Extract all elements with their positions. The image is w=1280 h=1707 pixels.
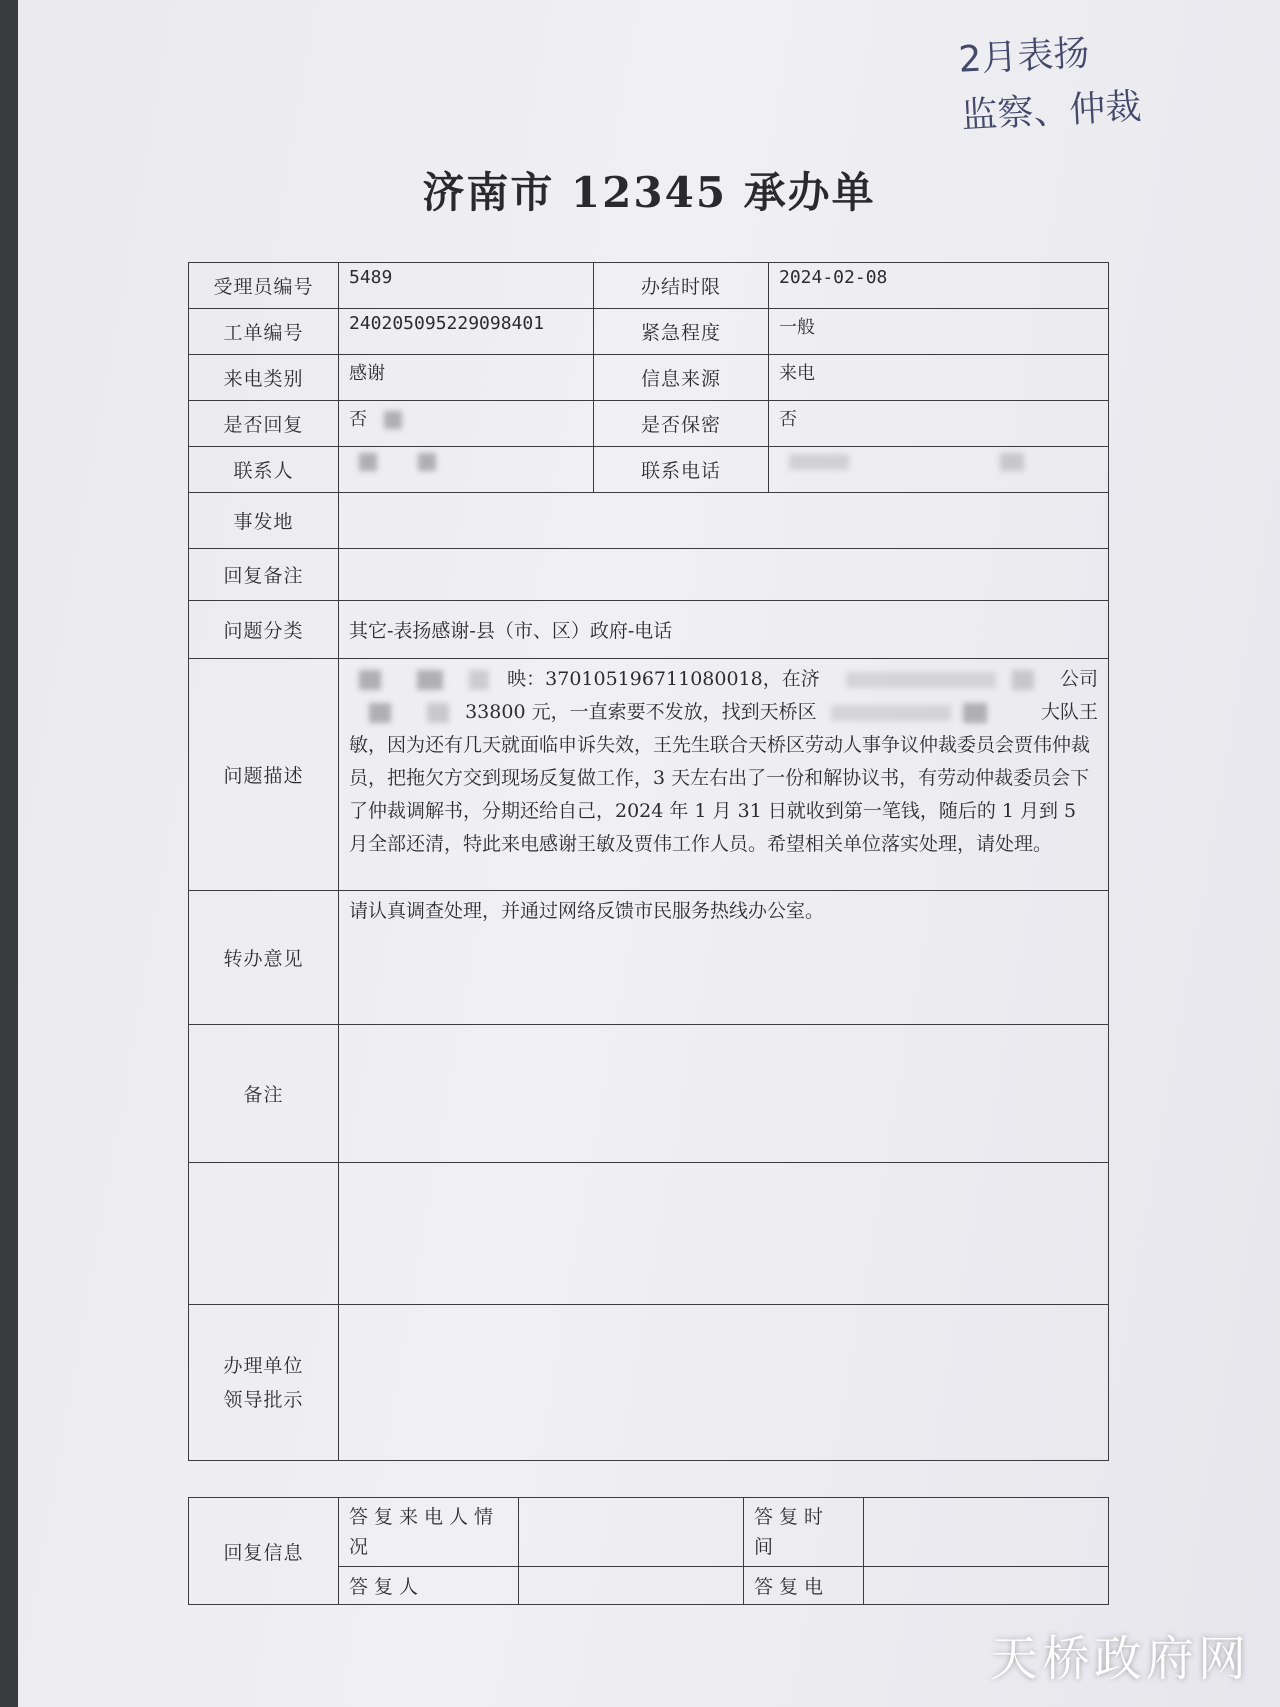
- table-row: [189, 1498, 1109, 1567]
- table-row: [189, 659, 1109, 891]
- table-row: [189, 1305, 1109, 1461]
- deadline-label: 办结时限: [594, 263, 769, 309]
- location-label: 事发地: [189, 493, 339, 549]
- redaction-block: [427, 703, 449, 723]
- order-no-value: 240205095229098401: [339, 309, 594, 355]
- handwritten-line-2: 监察、仲裁: [960, 86, 1143, 137]
- redaction-block: [963, 703, 987, 723]
- urgency-value: 一般: [769, 309, 1109, 355]
- redaction-block: [384, 411, 402, 429]
- table-row: [189, 891, 1109, 1025]
- leader-approval-label-2: 领导批示: [223, 1388, 304, 1411]
- description-text-rest: 敏，因为还有几天就面临申诉失效，王先生联合天桥区劳动人事争议仲裁委员会贾伟仲裁员，把拖欠方交到现场反复做工作，3 天左右出了一份和解协议书，有劳动仲裁委员会下了仲裁调解书，分期还给自己，2024 年 1 月 31 日就收到第一笔钱，随后的 1 月到 5 月全部还清，特此来电感谢王敏及贾伟工作人员。希望相关单位落实处理，请处理。: [349, 734, 1091, 855]
- blank-value: [339, 1163, 1109, 1305]
- contact-label: 联系人: [189, 447, 339, 493]
- description-value: [339, 659, 1109, 891]
- paper-sheet: [18, 0, 1280, 1707]
- redaction-block: [831, 705, 951, 721]
- redaction-block: [469, 670, 489, 690]
- leader-approval-label: [189, 1305, 339, 1461]
- reply-info-label: 回复信息: [189, 1498, 339, 1605]
- caller-status-value: [519, 1498, 744, 1567]
- redaction-block: [418, 453, 436, 471]
- redaction-block: [1000, 453, 1024, 471]
- info-source-value: 来电: [769, 355, 1109, 401]
- reply-phone-value: [864, 1567, 1109, 1605]
- deadline-value: 2024-02-08: [769, 263, 1109, 309]
- description-line-2: [349, 696, 1098, 729]
- acceptor-no-label: 受理员编号: [189, 263, 339, 309]
- contact-phone-value: [769, 447, 1109, 493]
- table-row: [189, 309, 1109, 355]
- table-row: [189, 263, 1109, 309]
- handwritten-note: [957, 23, 1143, 144]
- table-row: [189, 493, 1109, 549]
- watermark: 天桥政府网: [989, 1631, 1250, 1687]
- table-row: [189, 1025, 1109, 1163]
- leader-approval-label-1: 办理单位: [223, 1354, 304, 1377]
- reply-note-value: [339, 549, 1109, 601]
- table-row: [189, 1163, 1109, 1305]
- table-row: [189, 447, 1109, 493]
- reply-time-value: [864, 1498, 1109, 1567]
- table-row: [189, 355, 1109, 401]
- remarks-value: [339, 1025, 1109, 1163]
- description-text-2-tail: 大队王: [1040, 701, 1098, 723]
- redaction-block: [359, 453, 377, 471]
- blank-label: [189, 1163, 339, 1305]
- handwritten-line-1: 2月表扬: [957, 32, 1091, 81]
- transfer-opinion-value: 请认真调查处理，并通过网络反馈市民服务热线办公室。: [339, 891, 1109, 1025]
- table-row: [189, 601, 1109, 659]
- acceptor-no-value: 5489: [339, 263, 594, 309]
- reply-phone-label: 答复电: [744, 1567, 864, 1605]
- description-text-1-tail: 公司: [1059, 668, 1098, 690]
- replier-value: [519, 1567, 744, 1605]
- call-type-label: 来电类别: [189, 355, 339, 401]
- replier-label: 答复人: [339, 1567, 519, 1605]
- reply-needed-label: 是否回复: [189, 401, 339, 447]
- reply-info-table: [188, 1497, 1109, 1605]
- category-value: 其它-表扬感谢-县（市、区）政府-电话: [339, 601, 1109, 659]
- description-text-1: 映：370105196711080018，在济: [507, 668, 820, 690]
- contact-value: [339, 447, 594, 493]
- caller-status-label: 答复来电人情况: [339, 1498, 519, 1567]
- order-no-label: 工单编号: [189, 309, 339, 355]
- redaction-block: [846, 672, 996, 688]
- document-title: 济南市 12345 承办单: [422, 168, 876, 217]
- location-value: [339, 493, 1109, 549]
- urgency-label: 紧急程度: [594, 309, 769, 355]
- remarks-label: 备注: [189, 1025, 339, 1163]
- description-line-1: [349, 663, 1098, 696]
- confidential-label: 是否保密: [594, 401, 769, 447]
- redaction-block: [369, 703, 391, 723]
- description-label: 问题描述: [189, 659, 339, 891]
- reply-needed-cell: [339, 401, 594, 447]
- reply-note-label: 回复备注: [189, 549, 339, 601]
- table-row: [189, 549, 1109, 601]
- contact-phone-label: 联系电话: [594, 447, 769, 493]
- call-type-value: 感谢: [339, 355, 594, 401]
- description-text-2: 33800 元，一直索要不发放，找到天桥区: [465, 701, 817, 723]
- redaction-block: [789, 454, 849, 470]
- reply-needed-value: 否: [349, 409, 367, 430]
- work-order-table: [188, 262, 1109, 1461]
- redaction-block: [359, 670, 381, 690]
- table-row: [189, 401, 1109, 447]
- redaction-block: [1012, 670, 1034, 690]
- redaction-block: [417, 670, 443, 690]
- confidential-value: 否: [769, 401, 1109, 447]
- transfer-opinion-label: 转办意见: [189, 891, 339, 1025]
- info-source-label: 信息来源: [594, 355, 769, 401]
- reply-time-label: 答复时间: [744, 1498, 864, 1567]
- category-label: 问题分类: [189, 601, 339, 659]
- leader-approval-value: [339, 1305, 1109, 1461]
